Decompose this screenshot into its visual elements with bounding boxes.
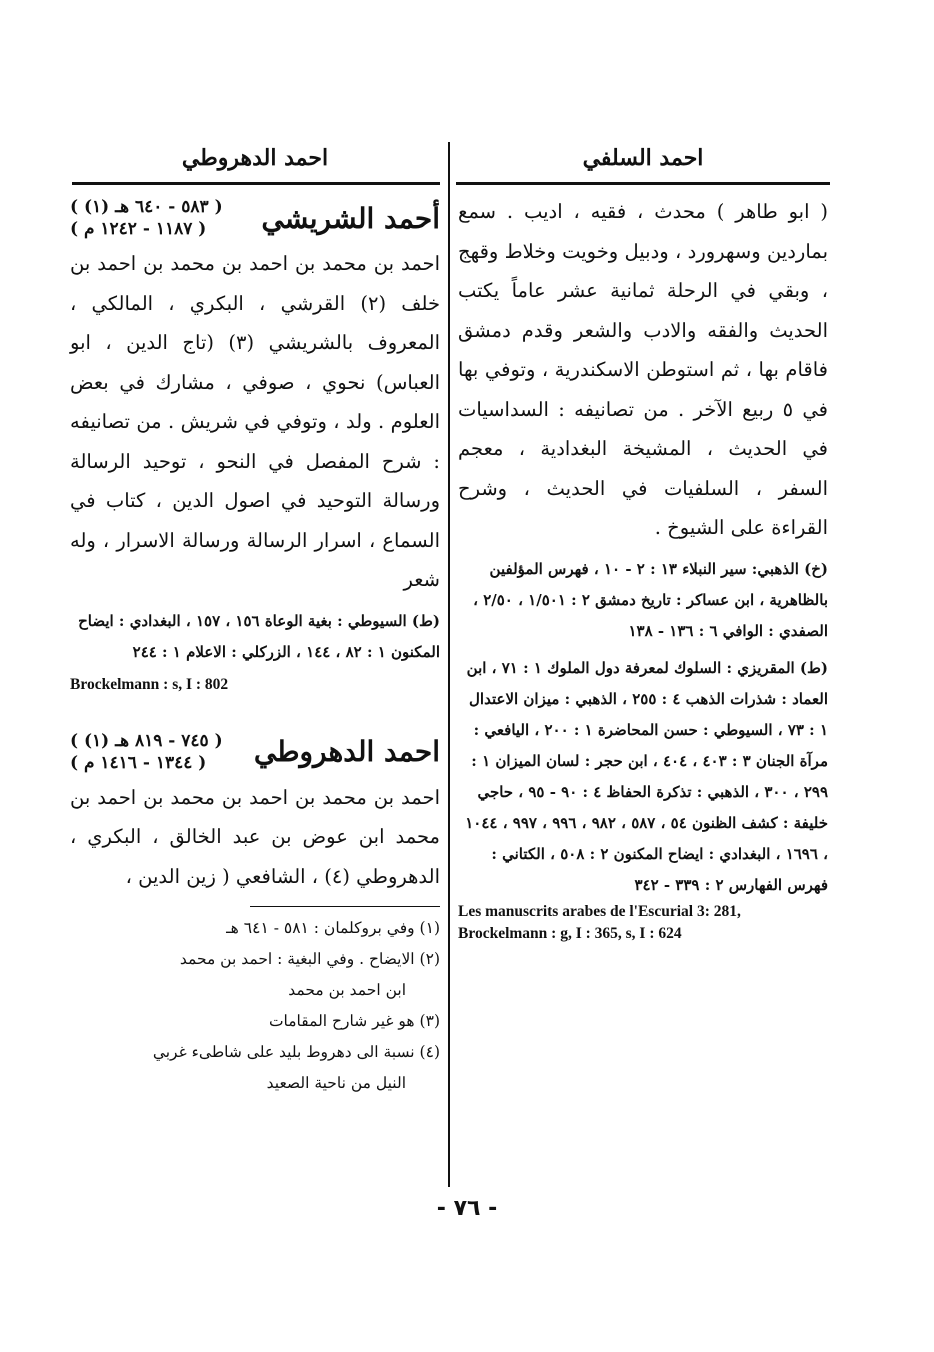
footnote-4: [70, 1037, 440, 1099]
right-entry-body: ( ابو طاهر ) محدث ، فقيه ، اديب . سمع بماردين وسهرورد ، ودبيل وخويت وخلاط وقهج ، وبقي في الرحلة ثمانية عشر عاماً يكتب الحديث والفقه والادب والشعر وقدم دمشق فاقام بها ، ثم استوطن الاسكندرية ، وتوفي بها في ٥ ربيع الآخر . من تصانيفه : السداسيات في الحديث ، المشيخة البغدادية ، معجم السفر ، السلفيات في الحديث ، وشرح القراءة على الشيوخ .: [458, 200, 828, 539]
right-latin-ref: Les manuscrits arabes de l'Escurial 3: 281, Brockelmann : g, I : 365, s, I : 624: [458, 902, 741, 942]
entry1-name: أحمد الشريشي: [261, 201, 440, 235]
entry1-refs-t: (ط) السيوطي : بغية الوعاة ١٥٦ ، ١٥٧ ، البغدادي : ايضاح المكنون ١ : ٨٢ ، ١٤٤ ، الزركلي : الاعلام ١ : ٢٤٤: [78, 611, 440, 661]
entry1-dates-hijri: ( ٥٨٣ - ٦٤٠ هـ (١) ): [70, 197, 223, 217]
footnote-3-text: هو غير شارح المقامات: [268, 1012, 415, 1030]
right-column-header: احمد السلفي: [582, 145, 704, 171]
page-number: - ٧٦ -: [436, 1196, 498, 1221]
footnote-3-number: (٣): [419, 1012, 440, 1030]
footnotes-rule: [250, 906, 440, 907]
footnote-1-number: (١): [419, 919, 440, 937]
footnote-3: [70, 1006, 440, 1037]
footnote-2-continuation: ابن احمد بن محمد: [288, 981, 406, 999]
footnote-2: [70, 944, 440, 1006]
footnote-2-text: الايضاح . وفي البغية : احمد بن محمد: [179, 950, 415, 968]
footnotes: [70, 913, 440, 1099]
entry1-dates-ad: ( ١١٨٧ - ١٢٤٢ م ): [70, 219, 207, 239]
entry2-heading: [70, 730, 440, 774]
footnote-4-number: (٤): [419, 1043, 440, 1061]
entry2-name: احمد الدهروطي: [253, 735, 440, 768]
left-column-header: احمد الدهروطي: [181, 145, 329, 171]
footnote-1-text: وفي بروكلمان : ٥٨١ - ٦٤١ هـ: [226, 919, 415, 937]
footnote-2-number: (٢): [419, 950, 440, 968]
right-refs-t: (ط) المقريزي : السلوك لمعرفة دول الملوك ١ : ٧١ ، ابن العماد : شذرات الذهب ٤ : ٢٥٥ ، الذهبي : ميزان الاعتدال ١ : ٧٣ ، السيوطي : حسن المحاضرة ١ : ٢٠٠ ، اليافعي : مرآة الجنان ٣ : ٤٠٣ ، ٤٠٤ ، ابن حجر : لسان الميزان ١ : ٢٩٩ ، ٣٠٠ ، الذهبي : تذكرة الحفاظ ٤ : ٩٠ - ٩٥ ، حاجي خليفة : كشف الظنون ٥٤ ، ٥٨٧ ، ٩٨٢ ، ٩٩٦ ، ٩٩٧ ، ١٠٤٤ ، ١٦٩٦ ، البغدادي : ايضاح المكنون ٢ : ٥٠٨ ، الكتاني : فهرس الفهارس ٢ : ٣٣٩ - ٣٤٢: [465, 658, 828, 894]
entry1-dates: [70, 196, 223, 240]
footnote-4-continuation: النيل من ناحية الصعيد: [266, 1074, 406, 1092]
right-refs-kh: (خ) الذهبي: سير النبلاء ١٣ : ٢ - ١٠ ، فهرس المؤلفين بالظاهرية ، ابن عساكر : تاريخ دمشق ٢ : ١/٥٠١ ، ٢/٥٠ ، الصفدي : الوافي ٦ : ١٣٦ - ١٣٨: [473, 559, 828, 640]
entry1-latin-ref: Brockelmann : s, I : 802: [70, 675, 229, 693]
entry2-dates: [70, 730, 223, 774]
footnote-1: [70, 913, 440, 944]
entry1-body: احمد بن محمد بن احمد بن محمد بن احمد بن خلف (٢) القرشي ، البكري ، المالكي ، المعروف بالشريشي (٣) (تاج الدين ، ابو العباس) نحوي ، صوفي ، مشارك في بعض العلوم . ولد ، وتوفي في شريش . من تصانيفه : شرح المفصل في النحو ، توحيد الرسالة ورسالة التوحيد في اصول الدين ، كتاب في السماع ، اسرار الرسالة ورسالة الاسرار ، وله شعر: [70, 252, 441, 591]
entry1-heading: [70, 196, 440, 240]
left-column: [70, 138, 440, 1099]
entry2-dates-ad: ( ١٣٤٤ - ١٤١٦ م ): [70, 752, 207, 773]
right-column: [458, 138, 828, 945]
entry2-dates-hijri: ( ٧٤٥ - ٨١٩ هـ (١) ): [70, 730, 223, 751]
entry2-body: احمد بن محمد بن احمد بن محمد بن احمد بن محمد ابن عوض بن عبد الخالق ، البكري ، الدهروطي (٤) ، الشافعي ( زين الدين ،: [70, 785, 440, 888]
column-divider: [448, 142, 450, 1187]
footnote-4-text: نسبة الى دهروط بليد على شاطىء غربي: [152, 1043, 415, 1061]
